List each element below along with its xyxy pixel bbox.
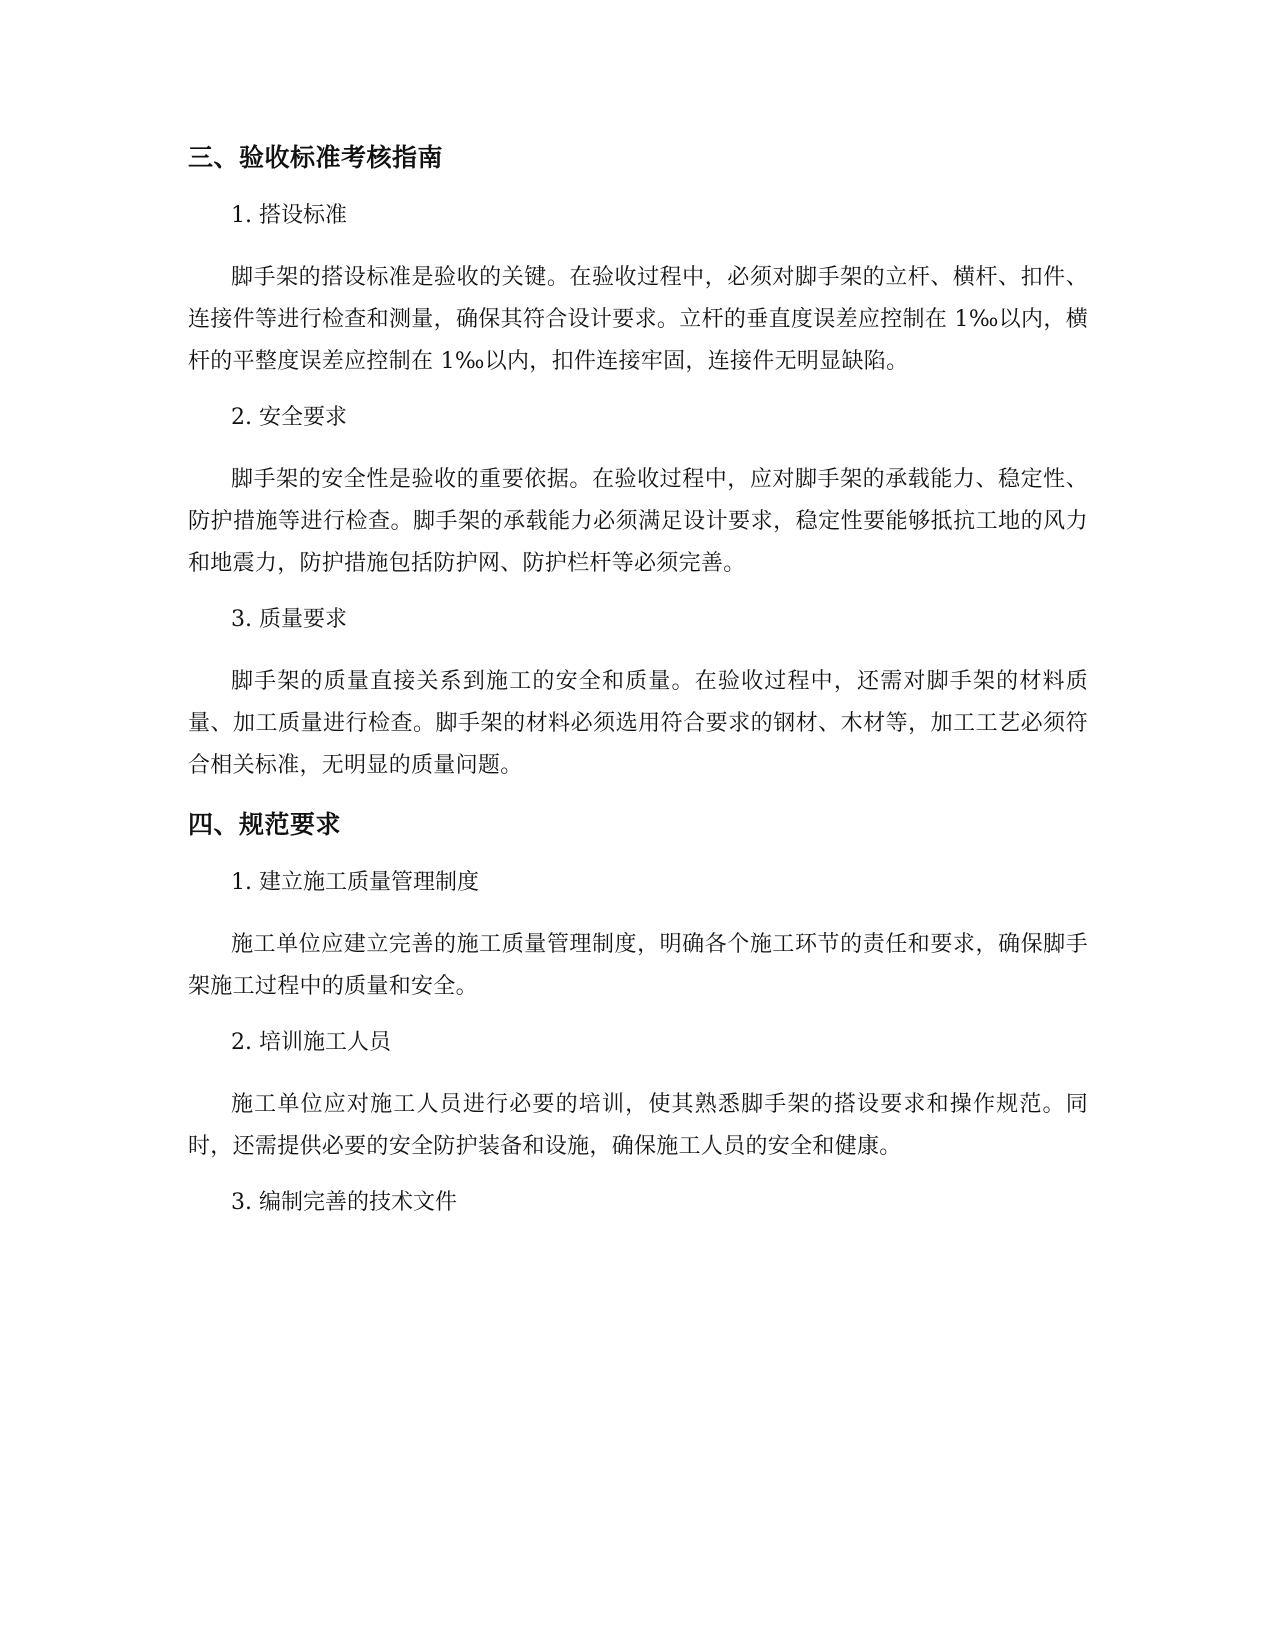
section-heading: 四、规范要求 xyxy=(188,810,342,839)
paragraph: 脚手架的质量直接关系到施工的安全和质量。在验收过程中，还需对脚手架的材料质量、加工质量进行检查。脚手架的材料必须选用符合要求的钢材、木材等，加工工艺必须符合相关标准，无明显的质量问题。 xyxy=(188,669,1088,778)
paragraph: 施工单位应对施工人员进行必要的培训，使其熟悉脚手架的搭设要求和操作规范。同时，还需提供必要的安全防护装备和设施，确保施工人员的安全和健康。 xyxy=(188,1092,1088,1159)
subheading: 3. 编制完善的技术文件 xyxy=(231,1190,457,1215)
subheading: 2. 培训施工人员 xyxy=(231,1030,391,1055)
paragraph: 脚手架的搭设标准是验收的关键。在验收过程中，必须对脚手架的立杆、横杆、扣件、连接件等进行检查和测量，确保其符合设计要求。立杆的垂直度误差应控制在 1‰以内，横杆的平整度误差应控制在 1‰以内，扣件连接牢固，连接件无明显缺陷。 xyxy=(188,265,1088,374)
section-specification-requirements xyxy=(188,807,1088,1218)
subheading: 2. 安全要求 xyxy=(231,405,347,430)
paragraph: 脚手架的安全性是验收的重要依据。在验收过程中，应对脚手架的承载能力、稳定性、防护措施等进行检查。脚手架的承载能力必须满足设计要求，稳定性要能够抵抗工地的风力和地震力，防护措施包括防护网、防护栏杆等必须完善。 xyxy=(188,467,1088,576)
subheading: 3. 质量要求 xyxy=(231,607,347,632)
subheading: 1. 搭设标准 xyxy=(231,203,347,228)
paragraph: 施工单位应建立完善的施工质量管理制度，明确各个施工环节的责任和要求，确保脚手架施工过程中的质量和安全。 xyxy=(188,932,1088,999)
document-body xyxy=(188,140,1088,1244)
section-heading: 三、验收标准考核指南 xyxy=(188,143,444,172)
section-acceptance-standards xyxy=(188,140,1088,787)
subheading: 1. 建立施工质量管理制度 xyxy=(231,870,479,895)
